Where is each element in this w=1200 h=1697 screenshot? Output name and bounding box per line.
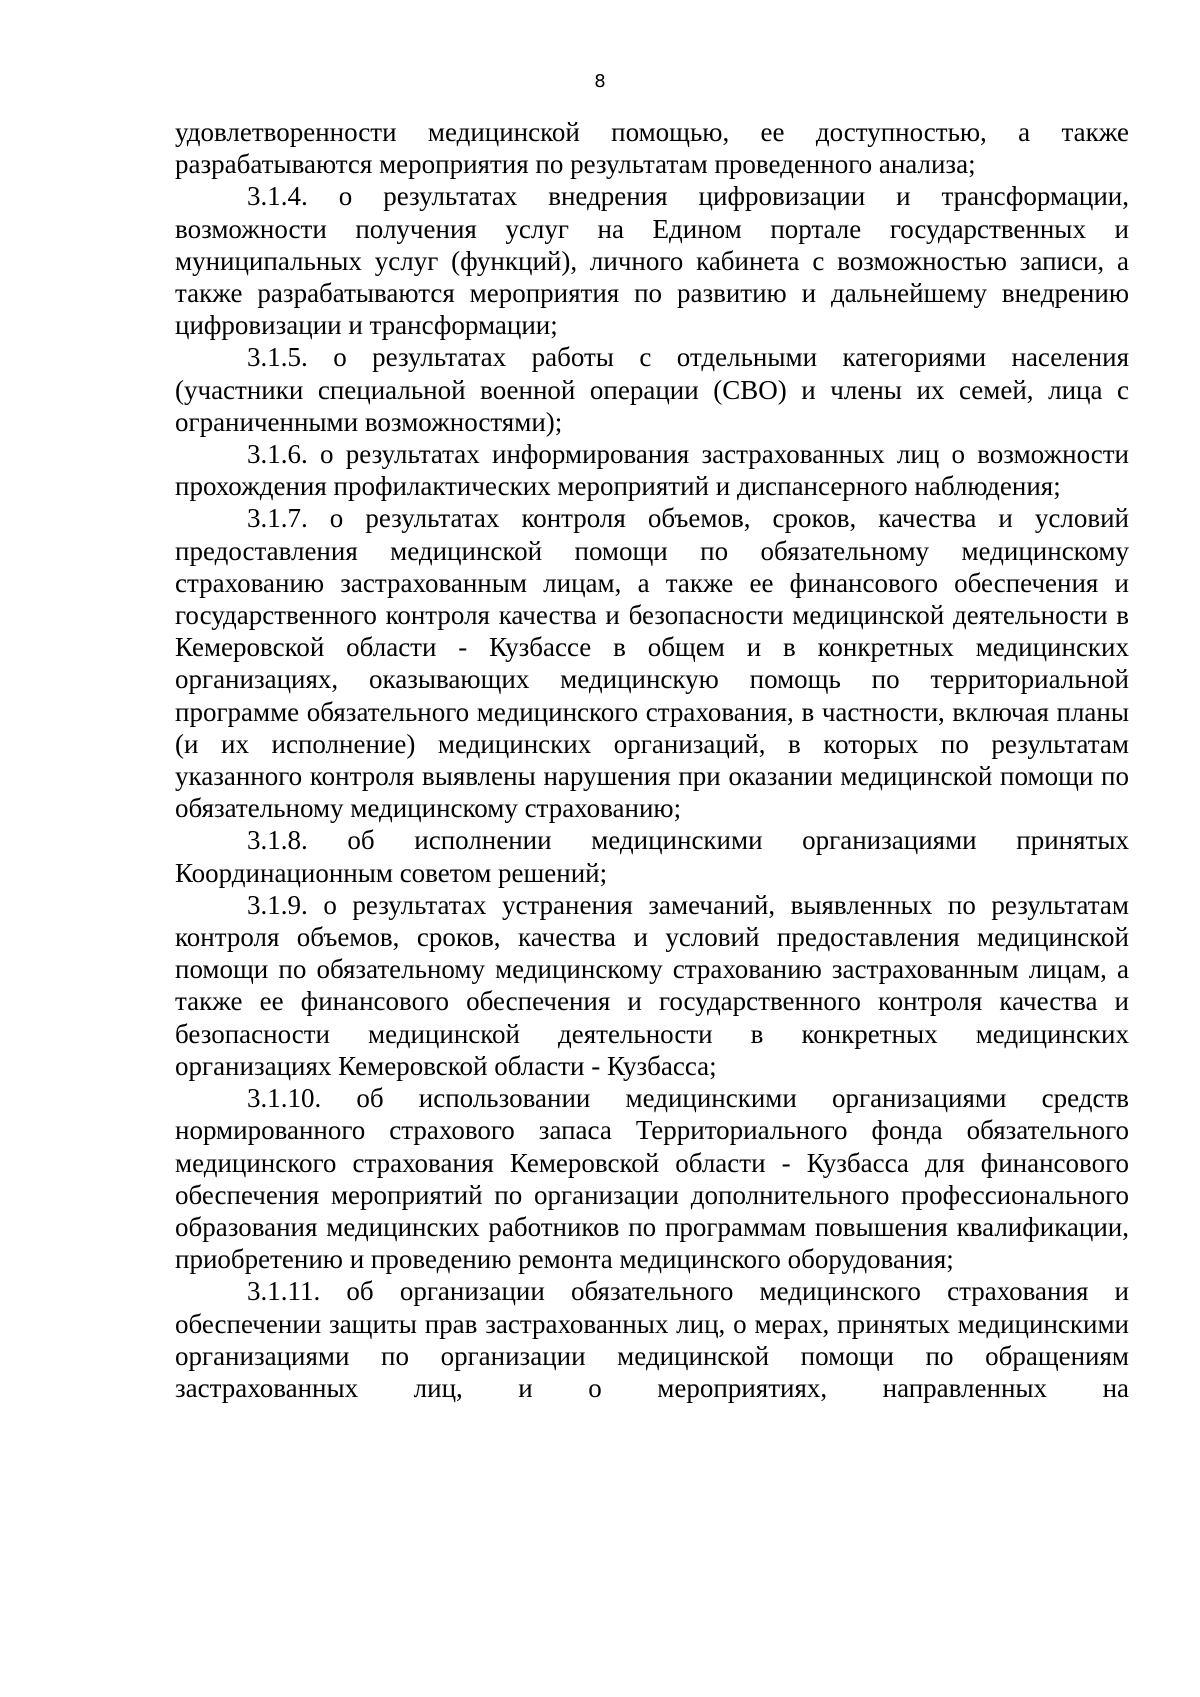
page-number: 8 (594, 71, 606, 92)
paragraph-3-1-9: 3.1.9. о результатах устранения замечаний, выявленных по результатам контроля объемов, сроков, качества и условий предоставления медицинской помощи по обязательному медицинскому страхованию застрахованным лицам, а также ее финансового обеспечения и государственного контроля качества и безопасности медицинской деятельности в конкретных медицинских организациях Кемеровской области - Кузбасса; (175, 889, 1129, 1081)
paragraph-3-1-5: 3.1.5. о результатах работы с отдельными категориями населения (участники специальной военной операции (СВО) и члены их семей, лица с ограниченными возможностями); (175, 342, 1129, 437)
paragraph-3-1-11: 3.1.11. об организации обязательного медицинского страхования и обеспечении защиты прав застрахованных лиц, о мерах, принятых медицинскими организациями по организации медицинской помощи по обращениям застрахованных лиц, и о мероприятиях, направленных на (175, 1276, 1129, 1403)
paragraph-3-1-8: 3.1.8. об исполнении медицинскими организациями принятых Координационным советом решений; (175, 825, 1129, 888)
paragraph-continuation: удовлетворенности медицинской помощью, ее доступностью, а также разрабатываются мероприятия по результатам проведенного анализа; (175, 117, 1129, 180)
paragraph-3-1-4: 3.1.4. о результатах внедрения цифровизации и трансформации, возможности получения услуг на Едином портале государственных и муниципальных услуг (функций), личного кабинета с возможностью записи, а также разрабатываются мероприятия по развитию и дальнейшему внедрению цифровизации и трансформации; (175, 181, 1129, 341)
paragraph-3-1-6: 3.1.6. о результатах информирования застрахованных лиц о возможности прохождения профилактических мероприятий и диспансерного наблюдения; (175, 439, 1129, 502)
document-body (175, 116, 1129, 1404)
paragraph-3-1-7: 3.1.7. о результатах контроля объемов, сроков, качества и условий предоставления медицинской помощи по обязательному медицинскому страхованию застрахованным лицам, а также ее финансового обеспечения и государственного контроля качества и безопасности медицинской деятельности в Кемеровской области - Кузбассе в общем и в конкретных медицинских организациях, оказывающих медицинскую помощь по территориальной программе обязательного медицинского страхования, в частности, включая планы (и их исполнение) медицинских организаций, в которых по результатам указанного контроля выявлены нарушения при оказании медицинской помощи по обязательному медицинскому страхованию; (175, 503, 1129, 824)
paragraph-3-1-10: 3.1.10. об использовании медицинскими организациями средств нормированного страхового запаса Территориального фонда обязательного медицинского страхования Кемеровской области - Кузбасса для финансового обеспечения мероприятий по организации дополнительного профессионального образования медицинских работников по программам повышения квалификации, приобретению и проведению ремонта медицинского оборудования; (175, 1083, 1129, 1275)
